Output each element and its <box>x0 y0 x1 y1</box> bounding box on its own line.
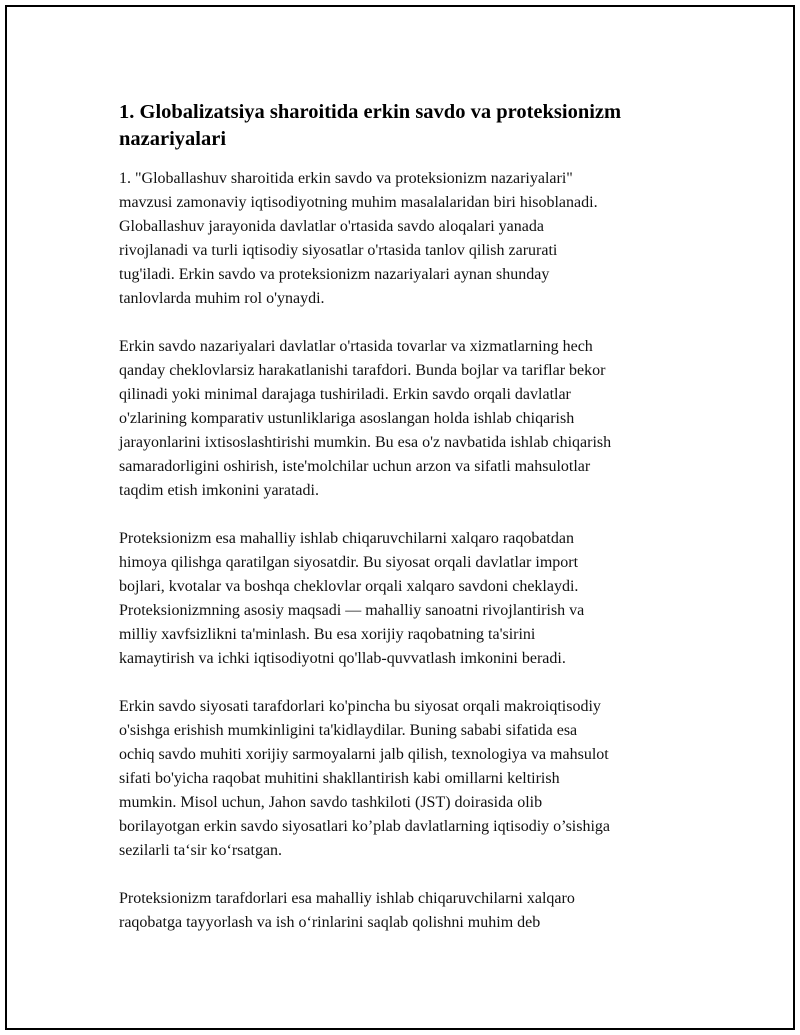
paragraph-line: 1. "Globallashuv sharoitida erkin savdo va proteksionizm nazariyalari" <box>119 170 573 187</box>
document-body <box>119 99 709 959</box>
paragraph-line: taqdim etish imkonini yaratadi. <box>119 482 319 499</box>
paragraph-line: ochiq savdo muhiti xorijiy sarmoyalarni jalb qilish, texnologiya va mahsulot <box>119 746 609 763</box>
paragraph-line: borilayotgan erkin savdo siyosatlari ko’plab davlatlarning iqtisodiy o’sishiga <box>119 818 611 835</box>
paragraph-line: o'sishga erishish mumkinligini ta'kidlaydilar. Buning sababi sifatida esa <box>119 722 578 739</box>
paragraph-line: tanlovlarda muhim rol o'ynaydi. <box>119 290 325 307</box>
paragraph-line: bojlari, kvotalar va boshqa cheklovlar orqali xalqaro savdoni cheklaydi. <box>119 578 579 595</box>
paragraph-line: Erkin savdo nazariyalari davlatlar o'rtasida tovarlar va xizmatlarning hech <box>119 338 593 355</box>
paragraph-line: Globallashuv jarayonida davlatlar o'rtasida savdo aloqalari yanada <box>119 218 544 235</box>
paragraph-line: Proteksionizmning asosiy maqsadi — mahalliy sanoatni rivojlantirish va <box>119 602 585 619</box>
paragraph-line: Erkin savdo siyosati tarafdorlari ko'pincha bu siyosat orqali makroiqtisodiy <box>119 698 601 715</box>
paragraph-line: raqobatga tayyorlash va ish o‘rinlarini saqlab qolishni muhim deb <box>119 914 541 931</box>
paragraph-line: mavzusi zamonaviy iqtisodiyotning muhim masalalaridan biri hisoblanadi. <box>119 194 598 211</box>
paragraph-line: kamaytirish va ichki iqtisodiyotni qo'llab-quvvatlash imkonini beradi. <box>119 650 566 667</box>
paragraph-free-trade <box>119 335 709 503</box>
paragraph-line: o'zlarining komparativ ustunliklariga asoslangan holda ishlab chiqarish <box>119 410 575 427</box>
paragraph-line: mumkin. Misol uchun, Jahon savdo tashkiloti (JST) doirasida olib <box>119 794 543 811</box>
paragraph-line: milliy xavfsizlikni ta'minlash. Bu esa xorijiy raqobatning ta'sirini <box>119 626 536 643</box>
paragraph-line: jarayonlarini ixtisoslashtirishi mumkin. Bu esa o'z navbatida ishlab chiqarish <box>119 434 612 451</box>
paragraph-line: Proteksionizm esa mahalliy ishlab chiqaruvchilarni xalqaro raqobatdan <box>119 530 574 547</box>
paragraph-line: himoya qilishga qaratilgan siyosatdir. Bu siyosat orqali davlatlar import <box>119 554 579 571</box>
paragraph-line: Proteksionizm tarafdorlari esa mahalliy ishlab chiqaruvchilarni xalqaro <box>119 890 575 907</box>
paragraph-protectionism <box>119 527 709 671</box>
paragraph-protectionism-supporters <box>119 887 709 935</box>
paragraph-line: rivojlanadi va turli iqtisodiy siyosatlar o'rtasida tanlov qilish zarurati <box>119 242 558 259</box>
paragraph-line: sifati bo'yicha raqobat muhitini shakllantirish kabi omillarni keltirish <box>119 770 560 787</box>
document-title <box>119 99 709 153</box>
paragraph-line: qilinadi yoki minimal darajaga tushiriladi. Erkin savdo orqali davlatlar <box>119 386 571 403</box>
title-line: 1. Globalizatsiya sharoitida erkin savdo va proteksionizm <box>119 101 622 123</box>
paragraph-line: samaradorligini oshirish, iste'molchilar uchun arzon va sifatli mahsulotlar <box>119 458 591 475</box>
paragraph-line: tug'iladi. Erkin savdo va proteksionizm nazariyalari aynan shunday <box>119 266 550 283</box>
paragraph-line: sezilarli ta‘sir ko‘rsatgan. <box>119 842 283 859</box>
title-line: nazariyalari <box>119 128 227 150</box>
paragraph-supporters <box>119 695 709 863</box>
paragraph-intro <box>119 167 709 311</box>
page-frame <box>5 5 795 1030</box>
paragraph-line: qanday cheklovlarsiz harakatlanishi tarafdori. Bunda bojlar va tariflar bekor <box>119 362 606 379</box>
